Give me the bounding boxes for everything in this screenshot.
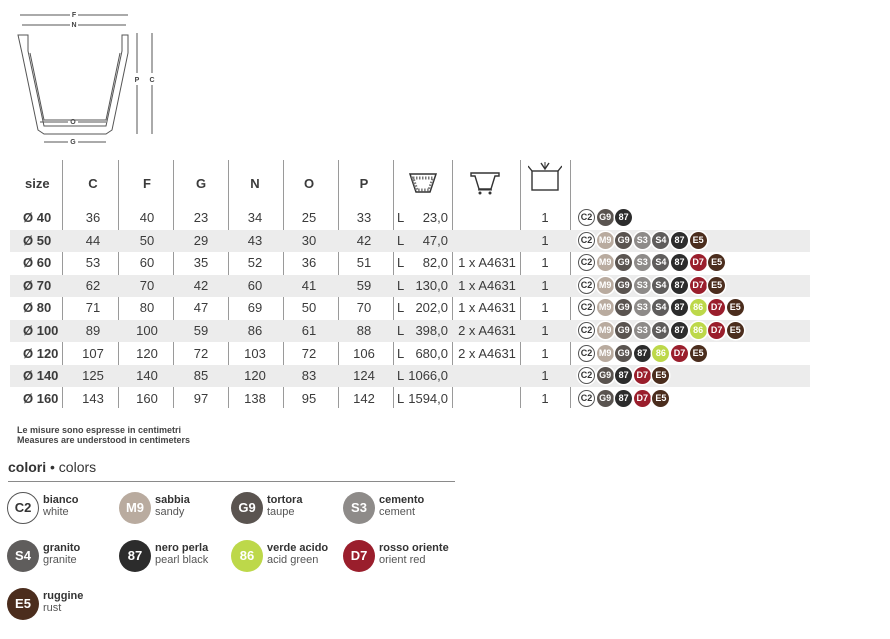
color-dot-e5: E5 — [690, 232, 707, 249]
color-dot-g9: G9 — [615, 254, 632, 271]
cell-n: 103 — [244, 345, 266, 361]
color-chip: S3 — [343, 492, 375, 524]
color-dot-86: 86 — [652, 345, 669, 362]
color-dot-e5: E5 — [690, 345, 707, 362]
cell-wheels — [454, 365, 520, 387]
colors-divider — [8, 481, 455, 482]
color-dot-c2: C2 — [578, 390, 595, 407]
color-dot-s3: S3 — [634, 277, 651, 294]
cell-wheels: 1 x A4631 — [458, 255, 516, 271]
cell-p: 142 — [353, 390, 375, 406]
diagram-label-f: F — [71, 12, 77, 19]
color-name-english: white — [43, 506, 69, 518]
cell-pack: 1 — [541, 323, 549, 338]
cell-wheels — [454, 230, 520, 252]
cell-o: 25 — [301, 210, 317, 225]
color-name-italian: tortora — [267, 494, 303, 506]
cell-liters: 23,0 — [422, 210, 448, 225]
color-dot-m9: M9 — [597, 254, 614, 271]
color-dot-c2: C2 — [578, 299, 595, 316]
cell-pack: 1 — [541, 345, 549, 361]
color-dot-c2: C2 — [578, 254, 595, 271]
packaging-box-icon — [528, 162, 562, 197]
cell-pack: 1 — [541, 232, 549, 248]
cell-wheels — [454, 388, 520, 410]
color-name-italian: rosso oriente — [379, 542, 449, 554]
cell-p: 124 — [353, 368, 375, 384]
color-name-english: pearl black — [155, 554, 209, 566]
color-dot-s4: S4 — [652, 322, 669, 339]
color-dot-s3: S3 — [634, 322, 651, 339]
color-name-italian: nero perla — [155, 542, 209, 554]
color-dot-87: 87 — [671, 299, 688, 316]
cell-size: Ø 70 — [23, 277, 52, 293]
cell-g: 29 — [193, 232, 209, 248]
cell-size: Ø 60 — [23, 255, 52, 271]
cell-liter-unit: L — [397, 368, 405, 384]
color-dot-87: 87 — [671, 277, 688, 294]
cell-liter-unit: L — [397, 210, 405, 225]
cell-f: 120 — [136, 345, 158, 361]
cell-liter-unit: L — [397, 255, 405, 271]
header-p: P — [359, 176, 369, 191]
cell-liter-unit: L — [397, 300, 405, 316]
cell-o: 30 — [301, 232, 317, 248]
cell-n: 138 — [244, 390, 266, 406]
color-dot-g9: G9 — [597, 367, 614, 384]
cell-wheels: 1 x A4631 — [458, 277, 516, 293]
header-size: size — [25, 176, 50, 191]
cell-wheels: 1 x A4631 — [458, 300, 516, 316]
table-row — [10, 343, 810, 365]
color-dot-87: 87 — [671, 254, 688, 271]
color-dot-g9: G9 — [597, 209, 614, 226]
color-dot-87: 87 — [671, 322, 688, 339]
color-name-italian: granito — [43, 542, 81, 554]
diagram-label-o: O — [70, 119, 76, 126]
cell-size: Ø 120 — [23, 345, 59, 361]
cell-n: 34 — [247, 210, 263, 225]
cell-liter-unit: L — [397, 345, 405, 361]
cell-n: 43 — [247, 232, 263, 248]
cell-g: 72 — [193, 345, 209, 361]
cell-c: 89 — [85, 323, 101, 338]
cell-p: 88 — [356, 323, 372, 338]
color-dot-m9: M9 — [597, 277, 614, 294]
color-dot-87: 87 — [615, 209, 632, 226]
colors-title: colori • colors — [8, 459, 97, 475]
cell-n: 60 — [247, 277, 263, 293]
diagram-label-p: P — [134, 77, 140, 84]
cell-liters: 398,0 — [415, 323, 448, 338]
cell-wheels — [454, 207, 520, 229]
color-dot-e5: E5 — [708, 254, 725, 271]
color-dot-e5: E5 — [652, 390, 669, 407]
color-dot-86: 86 — [690, 299, 707, 316]
cell-p: 42 — [356, 232, 372, 248]
cell-o: 83 — [301, 368, 317, 384]
color-dot-c2: C2 — [578, 367, 595, 384]
note-italian: Le misure sono espresse in centimetri — [17, 425, 182, 435]
cell-size: Ø 140 — [23, 368, 59, 384]
cell-wheels: 2 x A4631 — [458, 323, 516, 338]
color-dot-s4: S4 — [652, 232, 669, 249]
cell-liters: 202,0 — [415, 300, 448, 316]
table-row — [10, 320, 810, 342]
header-g: G — [195, 176, 207, 191]
color-swatch-d7 — [343, 540, 453, 580]
cell-pack: 1 — [541, 390, 549, 406]
cell-g: 47 — [193, 300, 209, 316]
cell-o: 61 — [301, 323, 317, 338]
cell-n: 120 — [244, 368, 266, 384]
color-chip: D7 — [343, 540, 375, 572]
color-swatch-c2 — [7, 492, 117, 532]
header-c: C — [88, 176, 98, 191]
color-dot-d7: D7 — [690, 254, 707, 271]
color-dot-86: 86 — [690, 322, 707, 339]
color-name-italian: sabbia — [155, 494, 190, 506]
table-header — [10, 164, 810, 204]
cell-f: 160 — [136, 390, 158, 406]
color-chip: E5 — [7, 588, 39, 620]
cell-f: 140 — [136, 368, 158, 384]
pot-liner-icon — [408, 170, 438, 201]
cell-size: Ø 50 — [23, 232, 52, 248]
color-dot-d7: D7 — [708, 299, 725, 316]
color-dot-m9: M9 — [597, 322, 614, 339]
cell-o: 36 — [301, 255, 317, 271]
cell-f: 40 — [139, 210, 155, 225]
cell-o: 95 — [301, 390, 317, 406]
cell-o: 72 — [301, 345, 317, 361]
cell-p: 33 — [356, 210, 372, 225]
color-chip: G9 — [231, 492, 263, 524]
color-dot-d7: D7 — [671, 345, 688, 362]
cell-liter-unit: L — [397, 323, 405, 338]
color-name-english: taupe — [267, 506, 295, 518]
cell-size: Ø 40 — [23, 210, 52, 225]
color-dot-g9: G9 — [615, 232, 632, 249]
color-chip: C2 — [7, 492, 39, 524]
color-dot-d7: D7 — [634, 367, 651, 384]
cell-g: 97 — [193, 390, 209, 406]
color-name-english: acid green — [267, 554, 319, 566]
color-dot-e5: E5 — [727, 322, 744, 339]
color-dot-c2: C2 — [578, 345, 595, 362]
cell-p: 70 — [356, 300, 372, 316]
color-dot-m9: M9 — [597, 345, 614, 362]
color-swatch-87 — [119, 540, 229, 580]
cell-wheels: 2 x A4631 — [458, 345, 516, 361]
cell-p: 106 — [353, 345, 375, 361]
cell-liter-unit: L — [397, 232, 405, 248]
cell-g: 35 — [193, 255, 209, 271]
color-dot-s4: S4 — [652, 299, 669, 316]
table-row — [10, 207, 810, 229]
color-chip: 86 — [231, 540, 263, 572]
color-dot-g9: G9 — [615, 345, 632, 362]
header-n: N — [250, 176, 260, 191]
color-dot-g9: G9 — [615, 322, 632, 339]
color-dot-s3: S3 — [634, 254, 651, 271]
color-dot-m9: M9 — [597, 299, 614, 316]
cell-n: 86 — [247, 323, 263, 338]
color-name-english: granite — [43, 554, 77, 566]
cell-f: 100 — [136, 323, 158, 338]
color-dot-c2: C2 — [578, 232, 595, 249]
cell-g: 42 — [193, 277, 209, 293]
cell-liters: 1066,0 — [408, 368, 448, 384]
color-dot-c2: C2 — [578, 209, 595, 226]
cell-liter-unit: L — [397, 277, 405, 293]
cell-g: 23 — [193, 210, 209, 225]
cell-liters: 130,0 — [415, 277, 448, 293]
color-dot-e5: E5 — [727, 299, 744, 316]
color-name-italian: cemento — [379, 494, 425, 506]
cell-pack: 1 — [541, 210, 549, 225]
table-row — [10, 388, 810, 410]
cell-p: 59 — [356, 277, 372, 293]
cell-pack: 1 — [541, 368, 549, 384]
header-f: F — [143, 176, 151, 191]
cell-n: 52 — [247, 255, 263, 271]
color-swatch-e5 — [7, 588, 117, 628]
cell-c: 143 — [82, 390, 104, 406]
color-dot-g9: G9 — [597, 390, 614, 407]
header-o: O — [303, 176, 315, 191]
cell-liter-unit: L — [397, 390, 405, 406]
color-dot-d7: D7 — [708, 322, 725, 339]
color-swatch-86 — [231, 540, 341, 580]
color-swatch-s4 — [7, 540, 117, 580]
table-row — [10, 252, 810, 274]
cell-o: 41 — [301, 277, 317, 293]
color-dot-87: 87 — [615, 367, 632, 384]
color-dot-s4: S4 — [652, 277, 669, 294]
cell-f: 80 — [139, 300, 155, 316]
cell-c: 107 — [82, 345, 104, 361]
table-row — [10, 365, 810, 387]
table-row — [10, 230, 810, 252]
cell-p: 51 — [356, 255, 372, 271]
table-row — [10, 297, 810, 319]
cell-f: 70 — [139, 277, 155, 293]
color-name-italian: verde acido — [267, 542, 329, 554]
pot-with-wheels-icon — [469, 170, 501, 201]
color-dot-s4: S4 — [652, 254, 669, 271]
color-chip: S4 — [7, 540, 39, 572]
cell-c: 71 — [85, 300, 101, 316]
cell-pack: 1 — [541, 300, 549, 316]
cell-g: 59 — [193, 323, 209, 338]
cell-size: Ø 100 — [23, 323, 59, 338]
color-chip: M9 — [119, 492, 151, 524]
cell-c: 53 — [85, 255, 101, 271]
color-swatch-g9 — [231, 492, 341, 532]
cell-g: 85 — [193, 368, 209, 384]
color-dot-c2: C2 — [578, 322, 595, 339]
color-dot-d7: D7 — [634, 390, 651, 407]
color-dot-e5: E5 — [652, 367, 669, 384]
cell-liters: 1594,0 — [408, 390, 448, 406]
diagram-label-c: C — [149, 77, 155, 84]
color-dot-c2: C2 — [578, 277, 595, 294]
color-name-english: orient red — [379, 554, 426, 566]
cell-size: Ø 160 — [23, 390, 59, 406]
cell-c: 44 — [85, 232, 101, 248]
color-dot-s3: S3 — [634, 299, 651, 316]
color-dot-m9: M9 — [597, 232, 614, 249]
color-dot-s3: S3 — [634, 232, 651, 249]
color-dot-g9: G9 — [615, 277, 632, 294]
cell-c: 62 — [85, 277, 101, 293]
color-dot-87: 87 — [615, 390, 632, 407]
table-row — [10, 275, 810, 297]
color-swatch-s3 — [343, 492, 453, 532]
color-name-italian: bianco — [43, 494, 79, 506]
color-dot-87: 87 — [671, 232, 688, 249]
color-chip: 87 — [119, 540, 151, 572]
cell-size: Ø 80 — [23, 300, 52, 316]
cell-liters: 47,0 — [422, 232, 448, 248]
cell-o: 50 — [301, 300, 317, 316]
cell-liters: 680,0 — [415, 345, 448, 361]
cell-n: 69 — [247, 300, 263, 316]
diagram-label-g: G — [70, 139, 76, 146]
color-dot-g9: G9 — [615, 299, 632, 316]
color-name-italian: ruggine — [43, 590, 84, 602]
cell-liters: 82,0 — [422, 255, 448, 271]
pot-dimension-diagram — [10, 8, 160, 153]
cell-f: 60 — [139, 255, 155, 271]
diagram-label-n: N — [71, 22, 77, 29]
note-english: Measures are understood in centimeters — [17, 435, 191, 445]
cell-pack: 1 — [541, 255, 549, 271]
color-dot-e5: E5 — [708, 277, 725, 294]
cell-c: 36 — [85, 210, 101, 225]
cell-pack: 1 — [541, 277, 549, 293]
color-dot-d7: D7 — [690, 277, 707, 294]
color-swatch-m9 — [119, 492, 229, 532]
cell-c: 125 — [82, 368, 104, 384]
color-name-english: cement — [379, 506, 416, 518]
cell-f: 50 — [139, 232, 155, 248]
color-dot-87: 87 — [634, 345, 651, 362]
color-name-english: rust — [43, 602, 62, 614]
color-name-english: sandy — [155, 506, 185, 518]
